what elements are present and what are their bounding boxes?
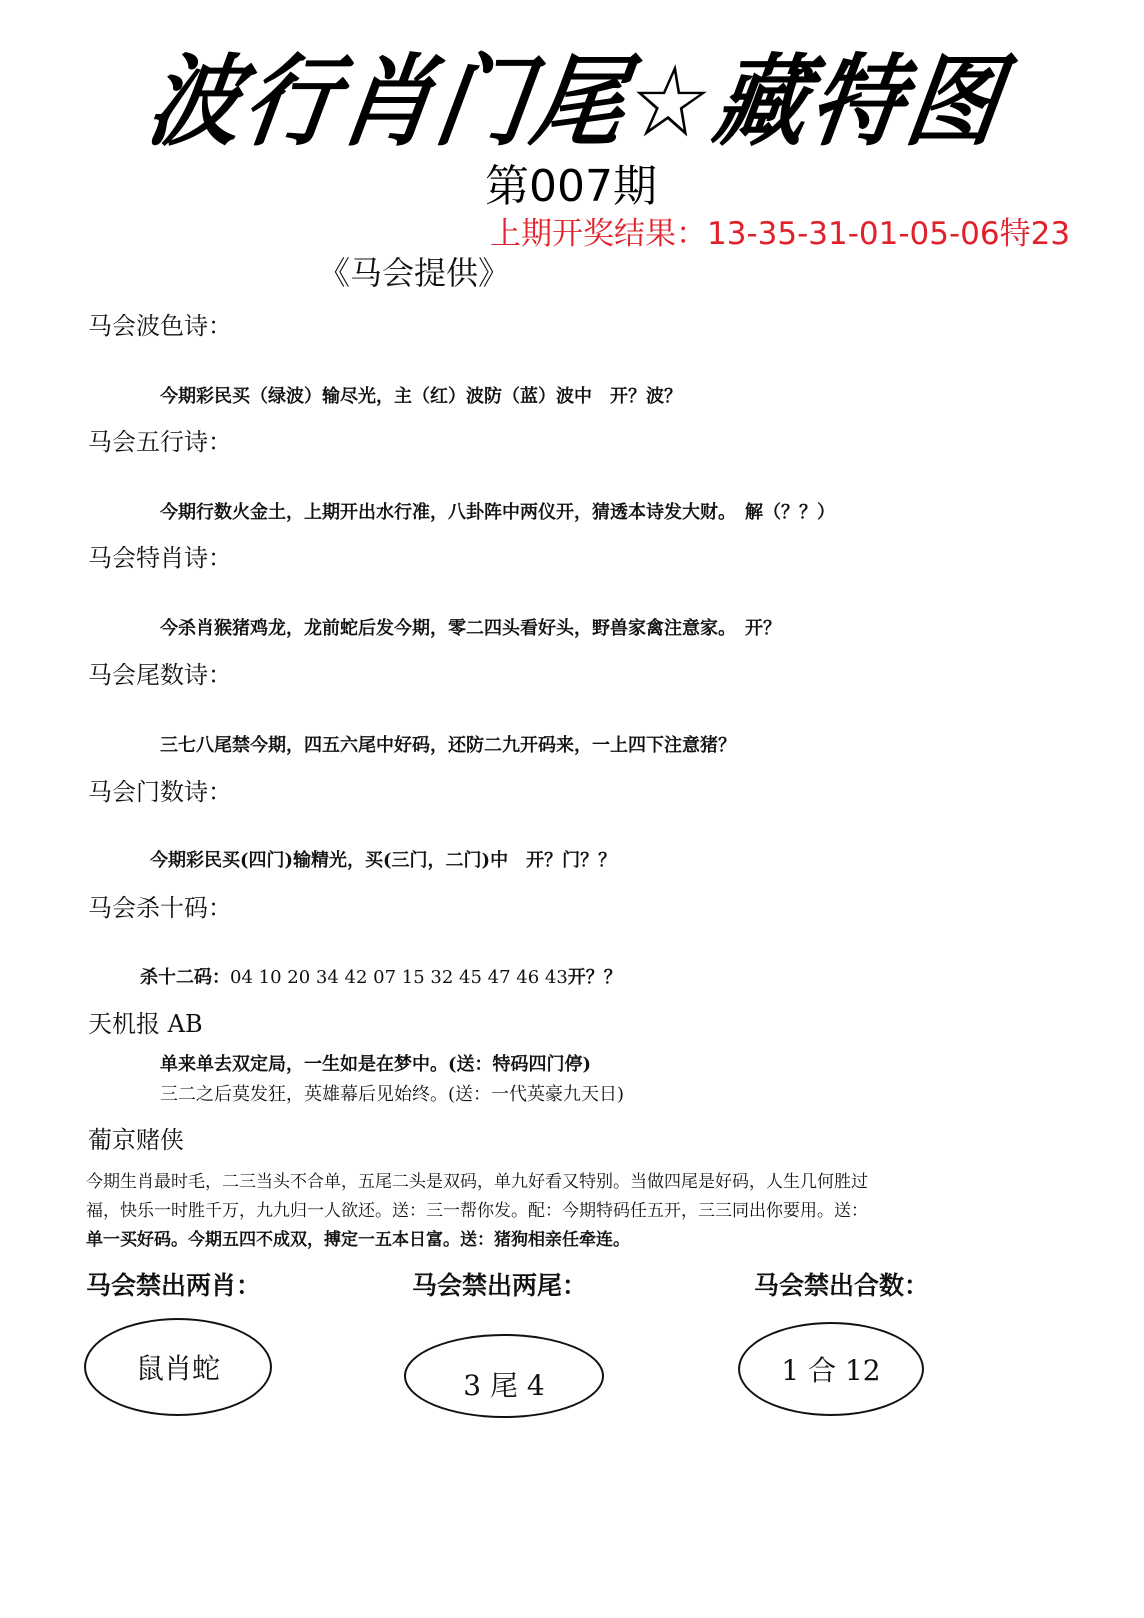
provider-label: 《马会提供》 — [318, 254, 511, 292]
ban-tail-label: 马会禁出两尾： — [412, 1271, 588, 1300]
ban-zodiac-label: 马会禁出两肖： — [86, 1271, 262, 1300]
last-result — [490, 208, 1070, 253]
last-result-label: 上期开奖结果： — [490, 216, 707, 252]
kill-twelve-label: 杀十二码： — [140, 967, 230, 988]
pujing-line-3: 单一买好码。今期五四不成双，搏定一五本日富。送：猪狗相亲任牵连。 — [86, 1230, 630, 1250]
five-elements-heading: 马会五行诗： — [88, 428, 232, 456]
wave-color-heading: 马会波色诗： — [88, 312, 232, 340]
ban-zodiac-value: 鼠肖蛇 — [135, 1352, 220, 1385]
tail-number-heading: 马会尾数诗： — [88, 661, 232, 689]
five-elements-poem: 今期行数火金土，上期开出水行准，八卦阵中两仪开，猜透本诗发大财。 解（？？） — [160, 502, 835, 523]
kill-twelve-line — [140, 963, 622, 989]
ban-sum-label: 马会禁出合数： — [754, 1271, 930, 1300]
ban-tail-value: 3 尾 4 — [463, 1369, 545, 1402]
last-result-numbers: 13-35-31-01-05-06特23 — [707, 216, 1071, 252]
kill-twelve-numbers: 04 10 20 34 42 07 15 32 45 47 46 43 — [230, 967, 568, 988]
gate-number-poem: 今期彩民买(四门)输精光，买(三门，二门)中 开？门？？ — [150, 850, 617, 871]
ban-sum-ellipse — [738, 1322, 924, 1416]
tianji-heading: 天机报 AB — [88, 1010, 203, 1038]
kill-ten-heading: 马会杀十码： — [88, 894, 232, 922]
issue-number: 第007期 — [485, 161, 657, 212]
wave-color-poem: 今期彩民买（绿波）输尽光，主（红）波防（蓝）波中 开？波？ — [160, 386, 682, 407]
gate-number-heading: 马会门数诗： — [88, 778, 232, 806]
pujing-line-2: 福，快乐一时胜千万，九九归一人欲还。送：三一帮你发。配：今期特码任五开，三三同出你要用。送： — [86, 1201, 868, 1221]
tianji-line-1: 单来单去双定局，一生如是在梦中。(送：特码四门停) — [160, 1054, 592, 1075]
ban-sum-value: 1 合 12 — [781, 1354, 881, 1387]
page-title: 波行肖门尾☆藏特图 — [140, 44, 1012, 160]
tail-number-poem: 三七八尾禁今期，四五六尾中好码，还防二九开码来，一上四下注意猪？ — [160, 735, 736, 756]
tianji-line-2: 三二之后莫发狂，英雄幕后见始终。(送：一代英豪九天日) — [160, 1084, 625, 1105]
kill-twelve-suffix: 开？？ — [567, 967, 622, 988]
pujing-heading: 葡京赌侠 — [88, 1126, 184, 1154]
special-zodiac-heading: 马会特肖诗： — [88, 544, 232, 572]
ban-tail-ellipse — [404, 1334, 604, 1418]
pujing-line-1: 今期生肖最时毛，二三当头不合单，五尾二头是双码，单九好看又特别。当做四尾是好码，人生几何胜过 — [86, 1172, 868, 1192]
special-zodiac-poem: 今杀肖猴猪鸡龙，龙前蛇后发今期，零二四头看好头，野兽家禽注意家。 开？ — [160, 618, 781, 639]
ban-zodiac-ellipse — [84, 1318, 272, 1416]
